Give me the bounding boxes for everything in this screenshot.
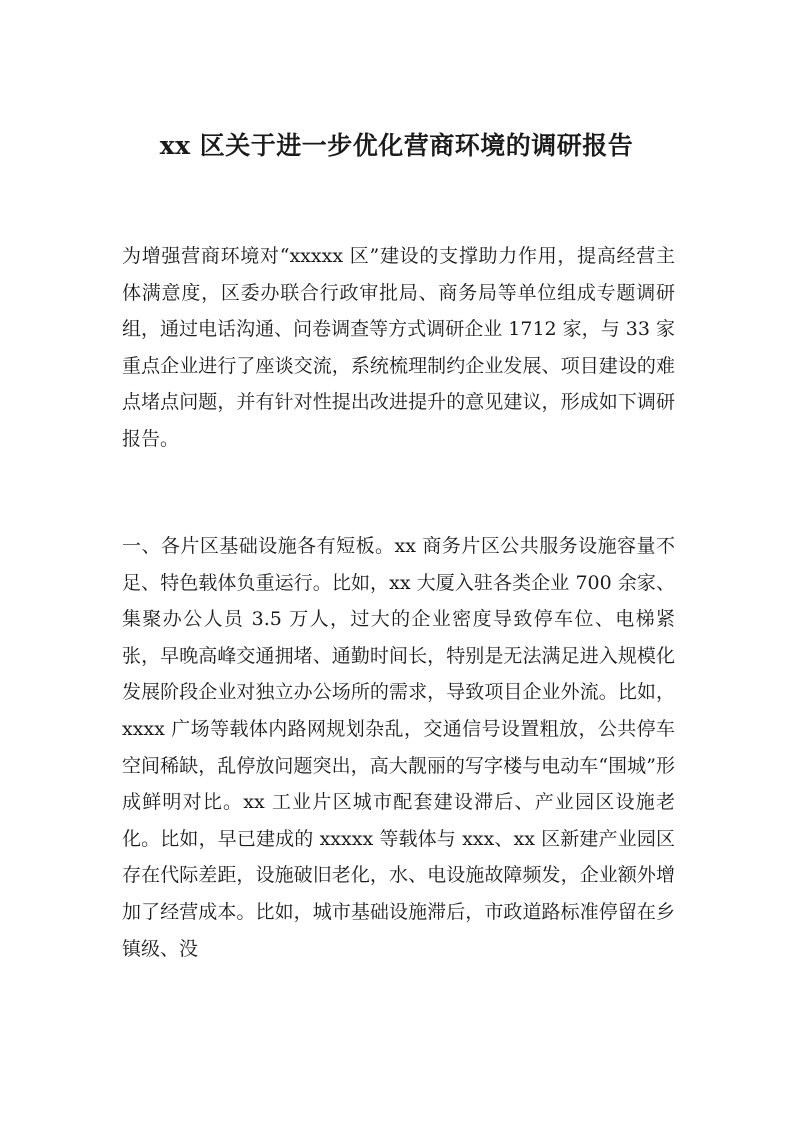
section-one-paragraph: 一、各片区基础设施各有短板。xx 商务片区公共服务设施容量不足、特色载体负重运行。比如，xx 大厦入驻各类企业 700 余家、集聚办公人员 3.5 万人，过大的企业密度导致停车位、电梯紧张，早晚高峰交通拥堵、通勤时间长，特别是无法满足进入规模化发展阶段企业对独立办公场所的需求，导致项目企业外流。比如，xxxx 广场等载体内路网规划杂乱，交通信号设置粗放，公共停车空间稀缺，乱停放问题突出，高大靓丽的写字楼与电动车“围城”形成鲜明对比。xx 工业片区城市配套建设滞后、产业园区设施老化。比如，早已建成的 xxxxx 等载体与 xxx、xx 区新建产业园区存在代际差距，设施破旧老化，水、电设施故障频发，企业额外增加了经营成本。比如，城市基础设施滞后，市政道路标准停留在乡镇级、没 (122, 535, 675, 960)
intro-paragraph: 为增强营商环境对“xxxxx 区”建设的支撑助力作用，提高经营主体满意度，区委办联合行政审批局、商务局等单位组成专题调研组，通过电话沟通、问卷调查等方式调研企业 1712 家，与 33 家重点企业进行了座谈交流，系统梳理制约企业发展、项目建设的难点堵点问题，并有针对性提出改进提升的意见建议，形成如下调研报告。 (122, 245, 675, 450)
document-title: xx 区关于进一步优化营商环境的调研报告 (159, 131, 634, 160)
